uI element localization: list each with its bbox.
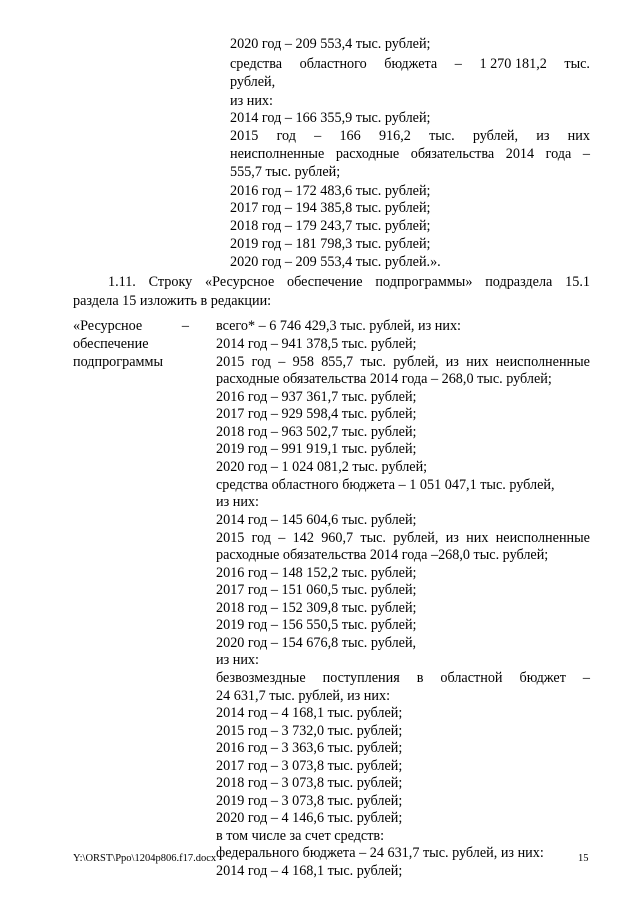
word: рублей, <box>472 128 519 144</box>
text-line: раздела 15 изложить в редакции: <box>73 293 272 309</box>
text-line-justified <box>230 146 590 163</box>
text-line: 2018 год – 152 309,8 тыс. рублей; <box>216 600 417 616</box>
text-line-justified <box>230 56 590 73</box>
text-line: 555,7 тыс. рублей; <box>230 164 341 180</box>
text-line: 2019 год – 156 550,5 тыс. рублей; <box>216 617 417 633</box>
word: – <box>278 354 286 370</box>
text-line: 2016 год – 172 483,6 тыс. рублей; <box>230 183 431 199</box>
text-line: 2020 год – 209 553,4 тыс. рублей.». <box>230 254 441 270</box>
word: год <box>276 128 296 144</box>
word: – <box>582 670 590 686</box>
text-line: рублей, <box>230 74 276 90</box>
word: «Ресурсное <box>73 318 143 334</box>
text-line: 24 631,7 тыс. рублей, из них: <box>216 688 391 704</box>
word: них <box>466 530 489 546</box>
text-line: средства областного бюджета – 1 051 047,1 тыс. рублей, <box>216 477 555 493</box>
word: них <box>567 128 590 144</box>
word: 1 270 181,2 <box>479 56 547 72</box>
text-line: федерального бюджета – 24 631,7 тыс. рублей, из них: <box>216 845 544 861</box>
text-line-justified <box>230 128 590 145</box>
text-line: 2014 год – 4 168,1 тыс. рублей; <box>216 863 403 879</box>
word: тыс. <box>360 530 386 546</box>
word: – <box>454 56 462 72</box>
text-line: 2018 год – 3 073,8 тыс. рублей; <box>216 775 403 791</box>
word: в <box>416 670 424 686</box>
word: рублей, <box>393 354 439 370</box>
page-number: 15 <box>578 853 589 864</box>
text-line: 2019 год – 181 798,3 тыс. рублей; <box>230 236 431 252</box>
text-line: расходные обязательства 2014 года – 268,0 тыс. рублей; <box>216 371 552 387</box>
word: из <box>445 530 459 546</box>
word: «Ресурсное <box>205 274 275 290</box>
text-line: 2016 год – 937 361,7 тыс. рублей; <box>216 389 417 405</box>
text-line: 2015 год – 3 732,0 тыс. рублей; <box>216 723 403 739</box>
word: тыс. <box>360 354 386 370</box>
word: 960,7 <box>321 530 354 546</box>
text-line: 2014 год – 941 378,5 тыс. рублей; <box>216 336 417 352</box>
text-line: 2018 год – 179 243,7 тыс. рублей; <box>230 218 431 234</box>
text-line: всего* – 6 746 429,3 тыс. рублей, из них: <box>216 318 461 334</box>
word: безвозмездные <box>216 670 306 686</box>
text-line: из них: <box>230 93 273 109</box>
text-line-justified <box>108 274 590 291</box>
word: рублей, <box>393 530 439 546</box>
word: 2015 <box>230 128 259 144</box>
word: тыс. <box>564 56 590 72</box>
word: 142 <box>292 530 314 546</box>
word: 2015 <box>216 354 245 370</box>
text-line: 2019 год – 991 919,1 тыс. рублей; <box>216 441 417 457</box>
word: бюджета <box>384 56 438 72</box>
footer-file-path: Y:\ORST\Ppo\1204p806.f17.docx <box>73 853 217 864</box>
text-line: 2014 год – 166 355,9 тыс. рублей; <box>230 110 431 126</box>
word: года <box>545 146 572 162</box>
text-line-justified <box>216 354 590 371</box>
word: 166 <box>339 128 361 144</box>
word: подпрограммы» <box>375 274 473 290</box>
word: 2015 <box>216 530 245 546</box>
word: областной <box>440 670 503 686</box>
text-line-justified <box>73 318 189 335</box>
word: год <box>251 530 272 546</box>
word: расходные <box>335 146 400 162</box>
word: обеспечение <box>287 274 363 290</box>
word: обязательства <box>410 146 495 162</box>
text-line: 2014 год – 4 168,1 тыс. рублей; <box>216 705 403 721</box>
text-line: 2017 год – 194 385,8 тыс. рублей; <box>230 200 431 216</box>
text-line-justified <box>216 530 590 547</box>
word: средства <box>230 56 283 72</box>
text-line: расходные обязательства 2014 года –268,0 тыс. рублей; <box>216 547 549 563</box>
text-line: 2020 год – 209 553,4 тыс. рублей; <box>230 36 431 52</box>
word: – <box>181 318 189 334</box>
word: из <box>445 354 459 370</box>
word: из <box>536 128 550 144</box>
word: поступления <box>322 670 400 686</box>
word: Строку <box>148 274 193 290</box>
text-line: 2016 год – 148 152,2 тыс. рублей; <box>216 565 417 581</box>
text-line: 2018 год – 963 502,7 тыс. рублей; <box>216 424 417 440</box>
word: подраздела <box>485 274 553 290</box>
word: областного <box>299 56 367 72</box>
word: тыс. <box>429 128 455 144</box>
word: бюджет <box>519 670 566 686</box>
word: них <box>466 354 489 370</box>
word: 855,7 <box>321 354 354 370</box>
word: неисполненные <box>495 354 590 370</box>
text-line: 2020 год – 4 146,6 тыс. рублей; <box>216 810 403 826</box>
text-line: подпрограммы <box>73 354 163 370</box>
word: 1.11. <box>108 274 136 290</box>
word: неисполненные <box>230 146 325 162</box>
word: неисполненные <box>495 530 590 546</box>
text-line: 2020 год – 154 676,8 тыс. рублей, <box>216 635 417 651</box>
text-line: 2016 год – 3 363,6 тыс. рублей; <box>216 740 403 756</box>
text-line: обеспечение <box>73 336 149 352</box>
word: 916,2 <box>378 128 411 144</box>
word: 15.1 <box>565 274 590 290</box>
text-line: 2017 год – 151 060,5 тыс. рублей; <box>216 582 417 598</box>
text-line: из них: <box>216 494 259 510</box>
word: год <box>251 354 272 370</box>
word: 2014 <box>505 146 535 162</box>
word: 958 <box>292 354 314 370</box>
text-line: 2017 год – 929 598,4 тыс. рублей; <box>216 406 417 422</box>
text-line: 2014 год – 145 604,6 тыс. рублей; <box>216 512 417 528</box>
word: – <box>278 530 286 546</box>
text-line: из них: <box>216 652 259 668</box>
text-line-justified <box>216 670 590 687</box>
word: – <box>582 146 590 162</box>
word: – <box>314 128 322 144</box>
text-line: 2017 год – 3 073,8 тыс. рублей; <box>216 758 403 774</box>
text-line: в том числе за счет средств: <box>216 828 385 844</box>
text-line: 2019 год – 3 073,8 тыс. рублей; <box>216 793 403 809</box>
text-line: 2020 год – 1 024 081,2 тыс. рублей; <box>216 459 428 475</box>
